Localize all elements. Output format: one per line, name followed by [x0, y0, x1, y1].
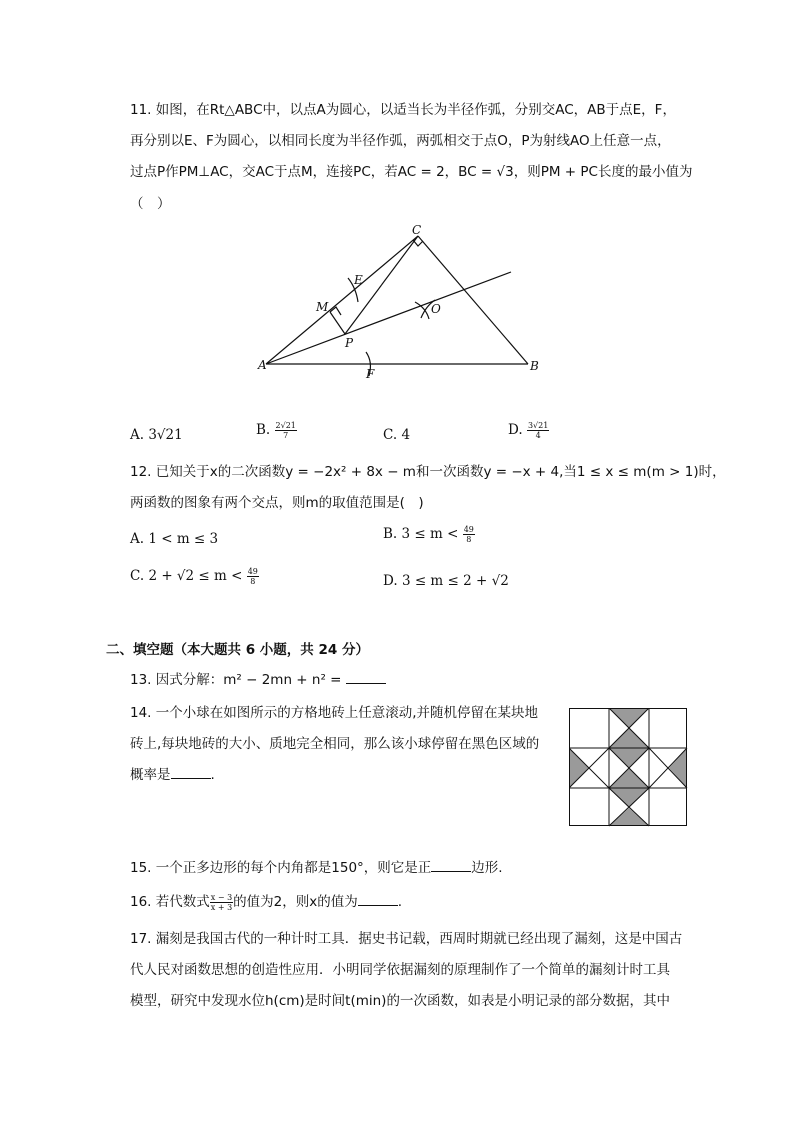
- answer-blank[interactable]: [358, 893, 398, 906]
- q15: [130, 858, 503, 878]
- q11-option-b[interactable]: [256, 421, 297, 440]
- q12-option-d[interactable]: [383, 573, 509, 589]
- q16-pre: 16. 若代数式: [130, 894, 210, 910]
- q11-option-a[interactable]: [130, 427, 183, 443]
- q17-line-1: 17. 漏刻是我国古代的一种计时工具．据史书记载，西周时期就已经出现了漏刻，这是中国古: [130, 931, 683, 947]
- q13-text: 13. 因式分解：m² − 2mn + n² =: [130, 672, 346, 688]
- label-P: P: [345, 336, 354, 350]
- q14-line-2: 砖上,每块地砖的大小、质地完全相同，那么该小球停留在黑色区域的: [130, 736, 540, 752]
- option-letter: A.: [130, 427, 145, 443]
- q14-line-3: [130, 765, 215, 785]
- q14-line-1: 14. 一个小球在如图所示的方格地砖上任意滚动,并随机停留在某块地: [130, 705, 539, 721]
- q17-line-2: 代人民对函数思想的创造性应用．小明同学依据漏刻的原理制作了一个简单的漏刻计时工具: [130, 962, 670, 978]
- q11-line-3: 过点P作PM⊥AC，交AC于点M，连接PC，若AC = 2，BC = √3，则PM + PC长度的最小值为: [130, 164, 693, 180]
- section-title: 二、填空题（本大题共 6 小题，共 24 分）: [106, 642, 369, 658]
- label-M: M: [316, 300, 329, 314]
- q17-line-3: 模型，研究中发现水位h(cm)是时间t(min)的一次函数，如表是小明记录的部分数据，其中: [130, 993, 670, 1009]
- q11-option-d[interactable]: [508, 421, 549, 440]
- answer-blank[interactable]: [346, 671, 386, 684]
- q12-line-2: 两函数的图象有两个交点，则m的取值范围是( ): [130, 495, 424, 511]
- option-value: 3 ≤ m ≤ 2 + √2: [401, 573, 509, 589]
- option-fraction: $\frac{49}{8}$: [463, 525, 474, 544]
- q15-text: 15. 一个正多边形的每个内角都是150°，则它是正: [130, 860, 432, 876]
- q16: [130, 892, 402, 912]
- label-O: O: [431, 302, 441, 316]
- option-letter: B.: [383, 526, 398, 542]
- label-E: E: [354, 273, 363, 287]
- option-prefix: 2 + √2 ≤ m <: [148, 568, 243, 584]
- option-fraction: $\frac{2√21}{7}$: [275, 421, 296, 440]
- q12-option-a[interactable]: [130, 531, 218, 547]
- option-value: 3√21: [148, 427, 183, 443]
- q11-line-1: 11. 如图，在Rt△ABC中，以点A为圆心，以适当长为半径作弧，分别交AC，AB于点E，F，: [130, 102, 676, 118]
- option-letter: D.: [383, 573, 398, 589]
- option-value: 4: [401, 427, 411, 443]
- q12-line-1: 12. 已知关于x的二次函数y = −2x² + 8x − m和一次函数y = −x + 4,当1 ≤ x ≤ m(m > 1)时，: [130, 464, 726, 480]
- q13: [130, 670, 386, 690]
- label-B: B: [530, 359, 539, 373]
- option-prefix: 3 ≤ m <: [401, 526, 459, 542]
- q15-end: 边形.: [471, 860, 503, 876]
- q11-option-c[interactable]: [383, 427, 410, 443]
- option-letter: C.: [383, 427, 398, 443]
- q14-text: 概率是: [130, 767, 171, 783]
- answer-blank[interactable]: [171, 766, 211, 779]
- q16-end: .: [397, 894, 403, 910]
- q11-line-2: 再分别以E、F为圆心，以相同长度为半径作弧，两弧相交于点O，P为射线AO上任意一点，: [130, 133, 671, 149]
- label-A: A: [258, 358, 267, 372]
- label-C: C: [412, 223, 422, 237]
- option-letter: D.: [508, 422, 523, 438]
- option-fraction: $\frac{3√21}{4}$: [527, 421, 549, 440]
- q12-option-b[interactable]: [383, 525, 475, 544]
- tile-grid-figure: [569, 708, 689, 828]
- q14-end: .: [210, 767, 215, 783]
- answer-blank[interactable]: [431, 859, 471, 872]
- option-value: 1 < m ≤ 3: [148, 531, 219, 547]
- q16-fraction: $\frac{x - 3}{x + 3}$: [210, 892, 233, 912]
- q11-line-4: （ ）: [130, 196, 171, 212]
- option-letter: B.: [256, 422, 271, 438]
- label-F: F: [366, 367, 375, 381]
- q16-mid: 的值为2，则x的值为: [233, 894, 358, 910]
- option-fraction: $\frac{49}{8}$: [247, 567, 258, 586]
- option-letter: A.: [130, 531, 145, 547]
- q12-option-c[interactable]: [130, 567, 259, 586]
- option-letter: C.: [130, 568, 145, 584]
